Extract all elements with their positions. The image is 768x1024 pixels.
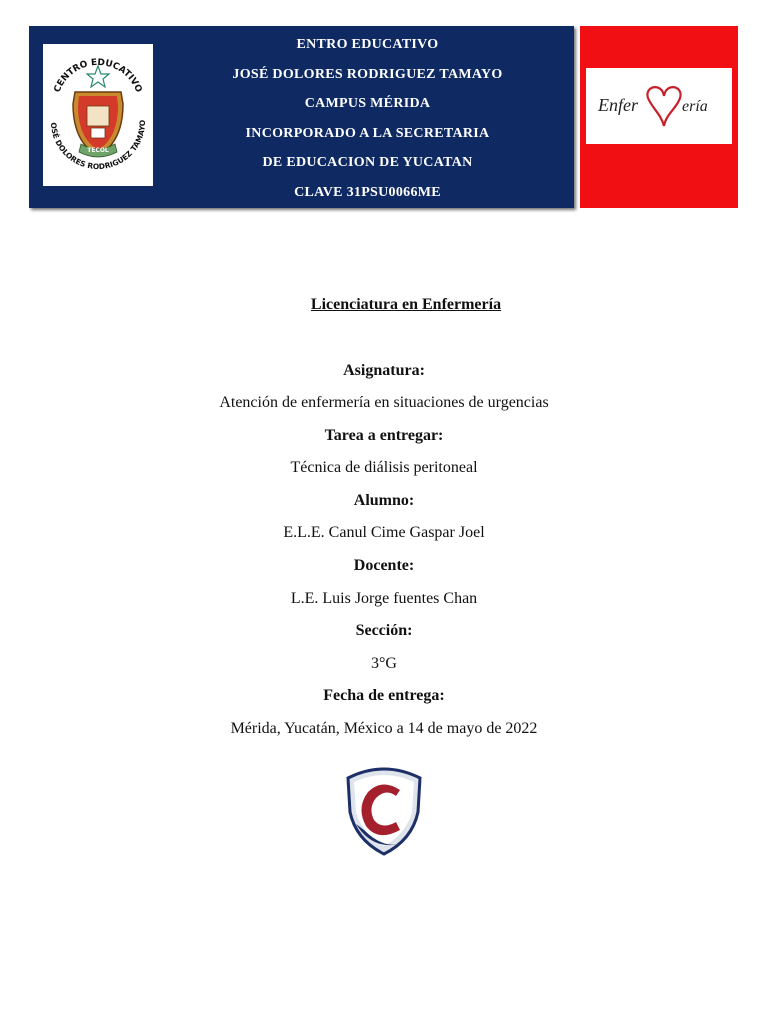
teacher-label: Docente:: [353, 557, 415, 574]
task-value: Técnica de diálisis peritoneal: [290, 459, 478, 476]
page-title: Licenciatura en Enfermería: [310, 296, 502, 313]
school-seal-logo: [43, 44, 153, 186]
date-label: Fecha de entrega:: [323, 687, 445, 704]
header-line: INCORPORADO A LA SECRETARIA: [245, 125, 490, 141]
svg-text:JOSÉ DOLORES RODRIGUEZ TAMAYO: OSÉ DOLORES RODRIGUEZ TAMAYO: [48, 119, 148, 172]
svg-text:ería: ería: [682, 98, 708, 115]
section-value: 3°G: [371, 655, 397, 672]
student-value: E.L.E. Canul Cime Gaspar Joel: [283, 524, 485, 541]
institution-header: [29, 26, 574, 208]
seal-banner-text: TECOL: [87, 147, 109, 154]
svg-text:Enfer: Enfer: [598, 95, 638, 115]
header-line: JOSÉ DOLORES RODRIGUEZ TAMAYO: [232, 66, 503, 82]
header-line: CAMPUS MÉRIDA: [304, 96, 431, 112]
enfermeria-logo: [586, 68, 732, 144]
subject-label: Asignatura:: [343, 362, 425, 379]
nursing-header: [580, 26, 738, 208]
task-label: Tarea a entregar:: [324, 427, 444, 444]
student-label: Alumno:: [353, 492, 415, 509]
teacher-value: L.E. Luis Jorge fuentes Chan: [290, 590, 478, 607]
svg-text:CENTRO EDUCATIVO: CENTRO EDUCATIVO: [52, 57, 144, 95]
institution-header-lines: [169, 30, 566, 208]
header-line: ENTRO EDUCATIVO: [296, 37, 439, 52]
campus-crest-logo: [342, 764, 426, 856]
header-line: CLAVE 31PSU0066ME: [294, 184, 441, 200]
header-line: DE EDUCACION DE YUCATAN: [262, 155, 473, 171]
date-value: Mérida, Yucatán, México a 14 de mayo de 2022: [230, 720, 538, 737]
subject-value: Atención de enfermería en situaciones de urgencias: [219, 394, 549, 411]
section-label: Sección:: [355, 622, 413, 639]
